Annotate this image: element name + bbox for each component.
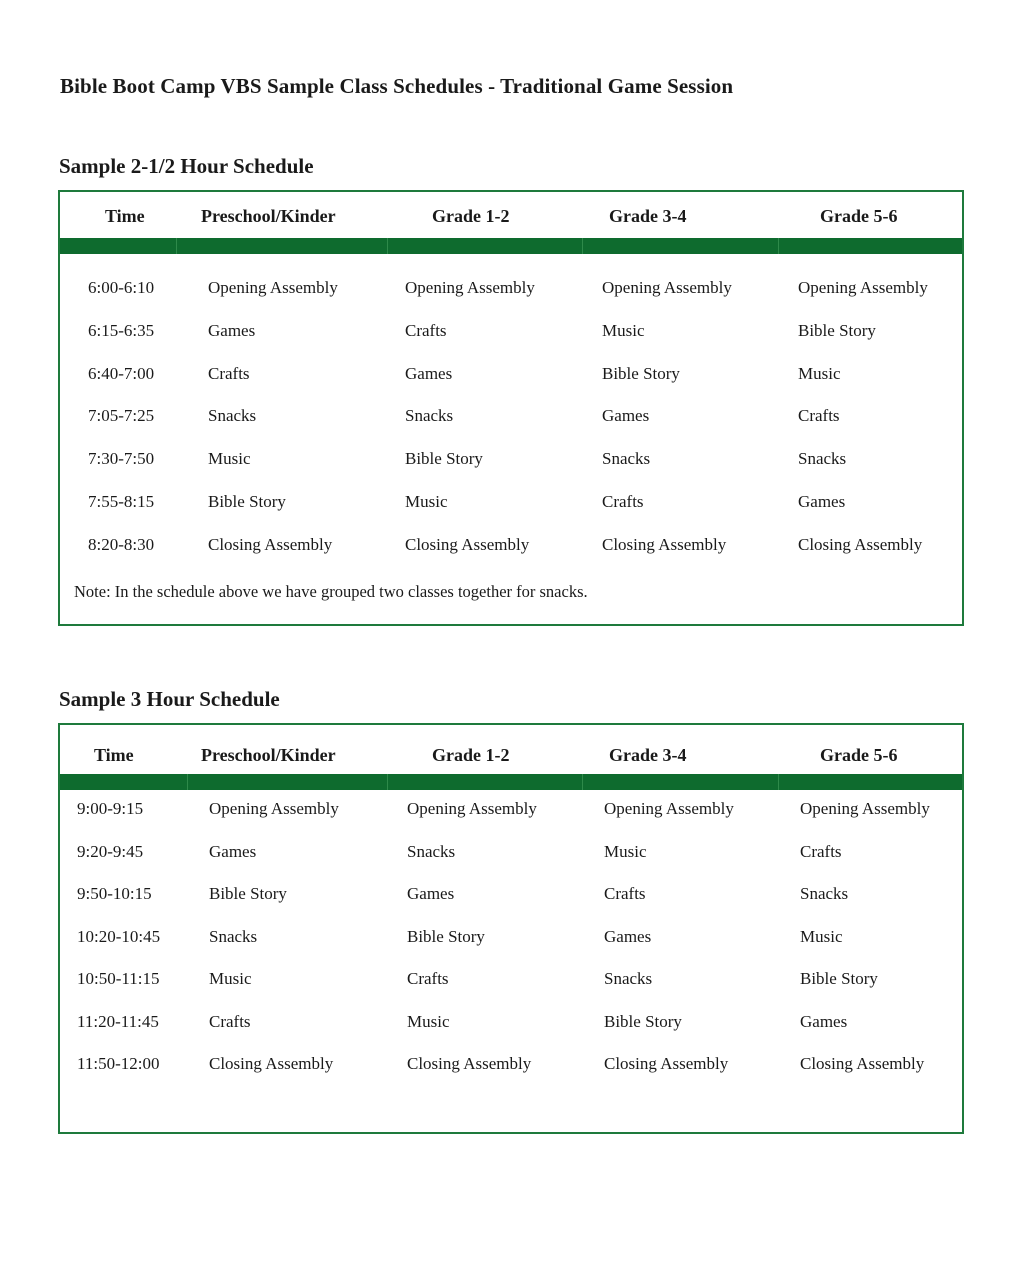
activity-cell: Games — [602, 406, 650, 426]
activity-cell: Closing Assembly — [800, 1054, 925, 1073]
bar-divider — [187, 774, 188, 790]
activity-cell: Games — [798, 492, 846, 511]
activity-cell: Crafts — [208, 363, 250, 383]
activity-cell: Music — [604, 841, 647, 861]
activity-cell: Games — [209, 841, 257, 861]
column-header-preschool: Preschool/Kinder — [201, 745, 336, 765]
schedule1-note: Note: In the schedule above we have grouped two classes together for snacks. — [74, 582, 588, 601]
table-row — [60, 278, 962, 302]
activity-cell: Crafts — [602, 492, 644, 511]
time-cell: 7:30-7:50 — [88, 449, 155, 469]
time-cell: 6:40-7:00 — [88, 363, 155, 383]
activity-cell: Opening Assembly — [604, 799, 734, 818]
table-row — [60, 321, 962, 345]
activity-cell: Opening Assembly — [798, 278, 928, 297]
column-header-grade-3-4: Grade 3-4 — [609, 206, 687, 226]
activity-cell: Games — [407, 884, 455, 903]
activity-cell: Music — [405, 492, 448, 511]
activity-cell: Crafts — [800, 841, 842, 861]
schedule1-table — [58, 190, 964, 626]
table-row — [60, 842, 962, 866]
bar-divider — [582, 238, 583, 254]
table-row — [60, 406, 962, 430]
time-cell: 8:20-8:30 — [88, 534, 155, 554]
activity-cell: Closing Assembly — [208, 534, 333, 554]
header-divider-bar — [60, 774, 962, 790]
activity-cell: Opening Assembly — [602, 278, 732, 297]
activity-cell: Snacks — [604, 969, 653, 988]
time-cell: 10:50-11:15 — [77, 969, 160, 988]
schedule1-heading: Sample 2-1/2 Hour Schedule — [59, 154, 314, 178]
bar-divider — [778, 774, 779, 790]
column-header-preschool: Preschool/Kinder — [201, 206, 336, 226]
bar-divider — [387, 238, 388, 254]
activity-cell: Snacks — [405, 406, 454, 426]
activity-cell: Music — [208, 449, 251, 469]
activity-cell: Games — [208, 320, 256, 340]
time-cell: 9:00-9:15 — [77, 799, 144, 818]
table-row — [60, 927, 962, 951]
table-row — [60, 535, 962, 559]
activity-cell: Music — [209, 969, 252, 988]
activity-cell: Snacks — [800, 884, 849, 903]
table-row — [60, 364, 962, 388]
activity-cell: Crafts — [407, 969, 449, 988]
activity-cell: Bible Story — [798, 320, 876, 340]
activity-cell: Crafts — [209, 1011, 251, 1031]
table-row — [60, 492, 962, 516]
activity-cell: Games — [800, 1011, 848, 1031]
time-cell: 7:05-7:25 — [88, 406, 155, 426]
activity-cell: Music — [798, 363, 841, 383]
activity-cell: Crafts — [405, 320, 447, 340]
time-cell: 6:00-6:10 — [88, 278, 155, 297]
activity-cell: Bible Story — [405, 449, 483, 469]
column-header-time: Time — [105, 206, 145, 226]
activity-cell: Crafts — [798, 406, 840, 426]
activity-cell: Bible Story — [407, 926, 485, 946]
activity-cell: Snacks — [208, 406, 257, 426]
table-row — [60, 799, 962, 823]
column-header-time: Time — [94, 745, 134, 765]
time-cell: 9:20-9:45 — [77, 841, 144, 861]
bar-divider — [582, 774, 583, 790]
column-header-grade-1-2: Grade 1-2 — [432, 745, 510, 765]
activity-cell: Closing Assembly — [405, 534, 530, 554]
bar-divider — [387, 774, 388, 790]
bar-divider — [778, 238, 779, 254]
activity-cell: Closing Assembly — [602, 534, 727, 554]
table-row — [60, 449, 962, 473]
time-cell: 6:15-6:35 — [88, 320, 155, 340]
column-header-grade-5-6: Grade 5-6 — [820, 206, 898, 226]
activity-cell: Music — [407, 1011, 450, 1031]
activity-cell: Music — [602, 320, 645, 340]
activity-cell: Bible Story — [800, 969, 878, 988]
schedule2-header-row — [60, 725, 962, 774]
activity-cell: Music — [800, 926, 843, 946]
activity-cell: Bible Story — [602, 363, 680, 383]
activity-cell: Games — [405, 363, 453, 383]
activity-cell: Bible Story — [209, 884, 287, 903]
activity-cell: Opening Assembly — [407, 799, 537, 818]
activity-cell: Snacks — [798, 449, 847, 469]
activity-cell: Bible Story — [208, 492, 286, 511]
time-cell: 11:50-12:00 — [77, 1054, 160, 1073]
activity-cell: Snacks — [209, 926, 258, 946]
column-header-grade-5-6: Grade 5-6 — [820, 745, 898, 765]
activity-cell: Snacks — [407, 841, 456, 861]
time-cell: 7:55-8:15 — [88, 492, 155, 511]
activity-cell: Crafts — [604, 884, 646, 903]
column-header-grade-1-2: Grade 1-2 — [432, 206, 510, 226]
activity-cell: Closing Assembly — [604, 1054, 729, 1073]
activity-cell: Closing Assembly — [209, 1054, 334, 1073]
schedule2-table — [58, 723, 964, 1134]
time-cell: 9:50-10:15 — [77, 884, 152, 903]
activity-cell: Opening Assembly — [209, 799, 339, 818]
activity-cell: Closing Assembly — [798, 534, 923, 554]
time-cell: 11:20-11:45 — [77, 1011, 159, 1031]
activity-cell: Opening Assembly — [405, 278, 535, 297]
time-cell: 10:20-10:45 — [77, 926, 161, 946]
header-divider-bar — [60, 238, 962, 254]
activity-cell: Snacks — [602, 449, 651, 469]
table-row — [60, 884, 962, 908]
activity-cell: Closing Assembly — [407, 1054, 532, 1073]
schedule1-header-row — [60, 192, 962, 238]
table-row — [60, 969, 962, 993]
table-row — [60, 1054, 962, 1078]
page-title: Bible Boot Camp VBS Sample Class Schedules - Traditional Game Session — [60, 74, 734, 98]
column-header-grade-3-4: Grade 3-4 — [609, 745, 687, 765]
activity-cell: Opening Assembly — [208, 278, 338, 297]
bar-divider — [176, 238, 177, 254]
schedule2-heading: Sample 3 Hour Schedule — [59, 687, 280, 711]
table-row — [60, 1012, 962, 1036]
activity-cell: Games — [604, 926, 652, 946]
activity-cell: Opening Assembly — [800, 799, 930, 818]
activity-cell: Bible Story — [604, 1011, 682, 1031]
